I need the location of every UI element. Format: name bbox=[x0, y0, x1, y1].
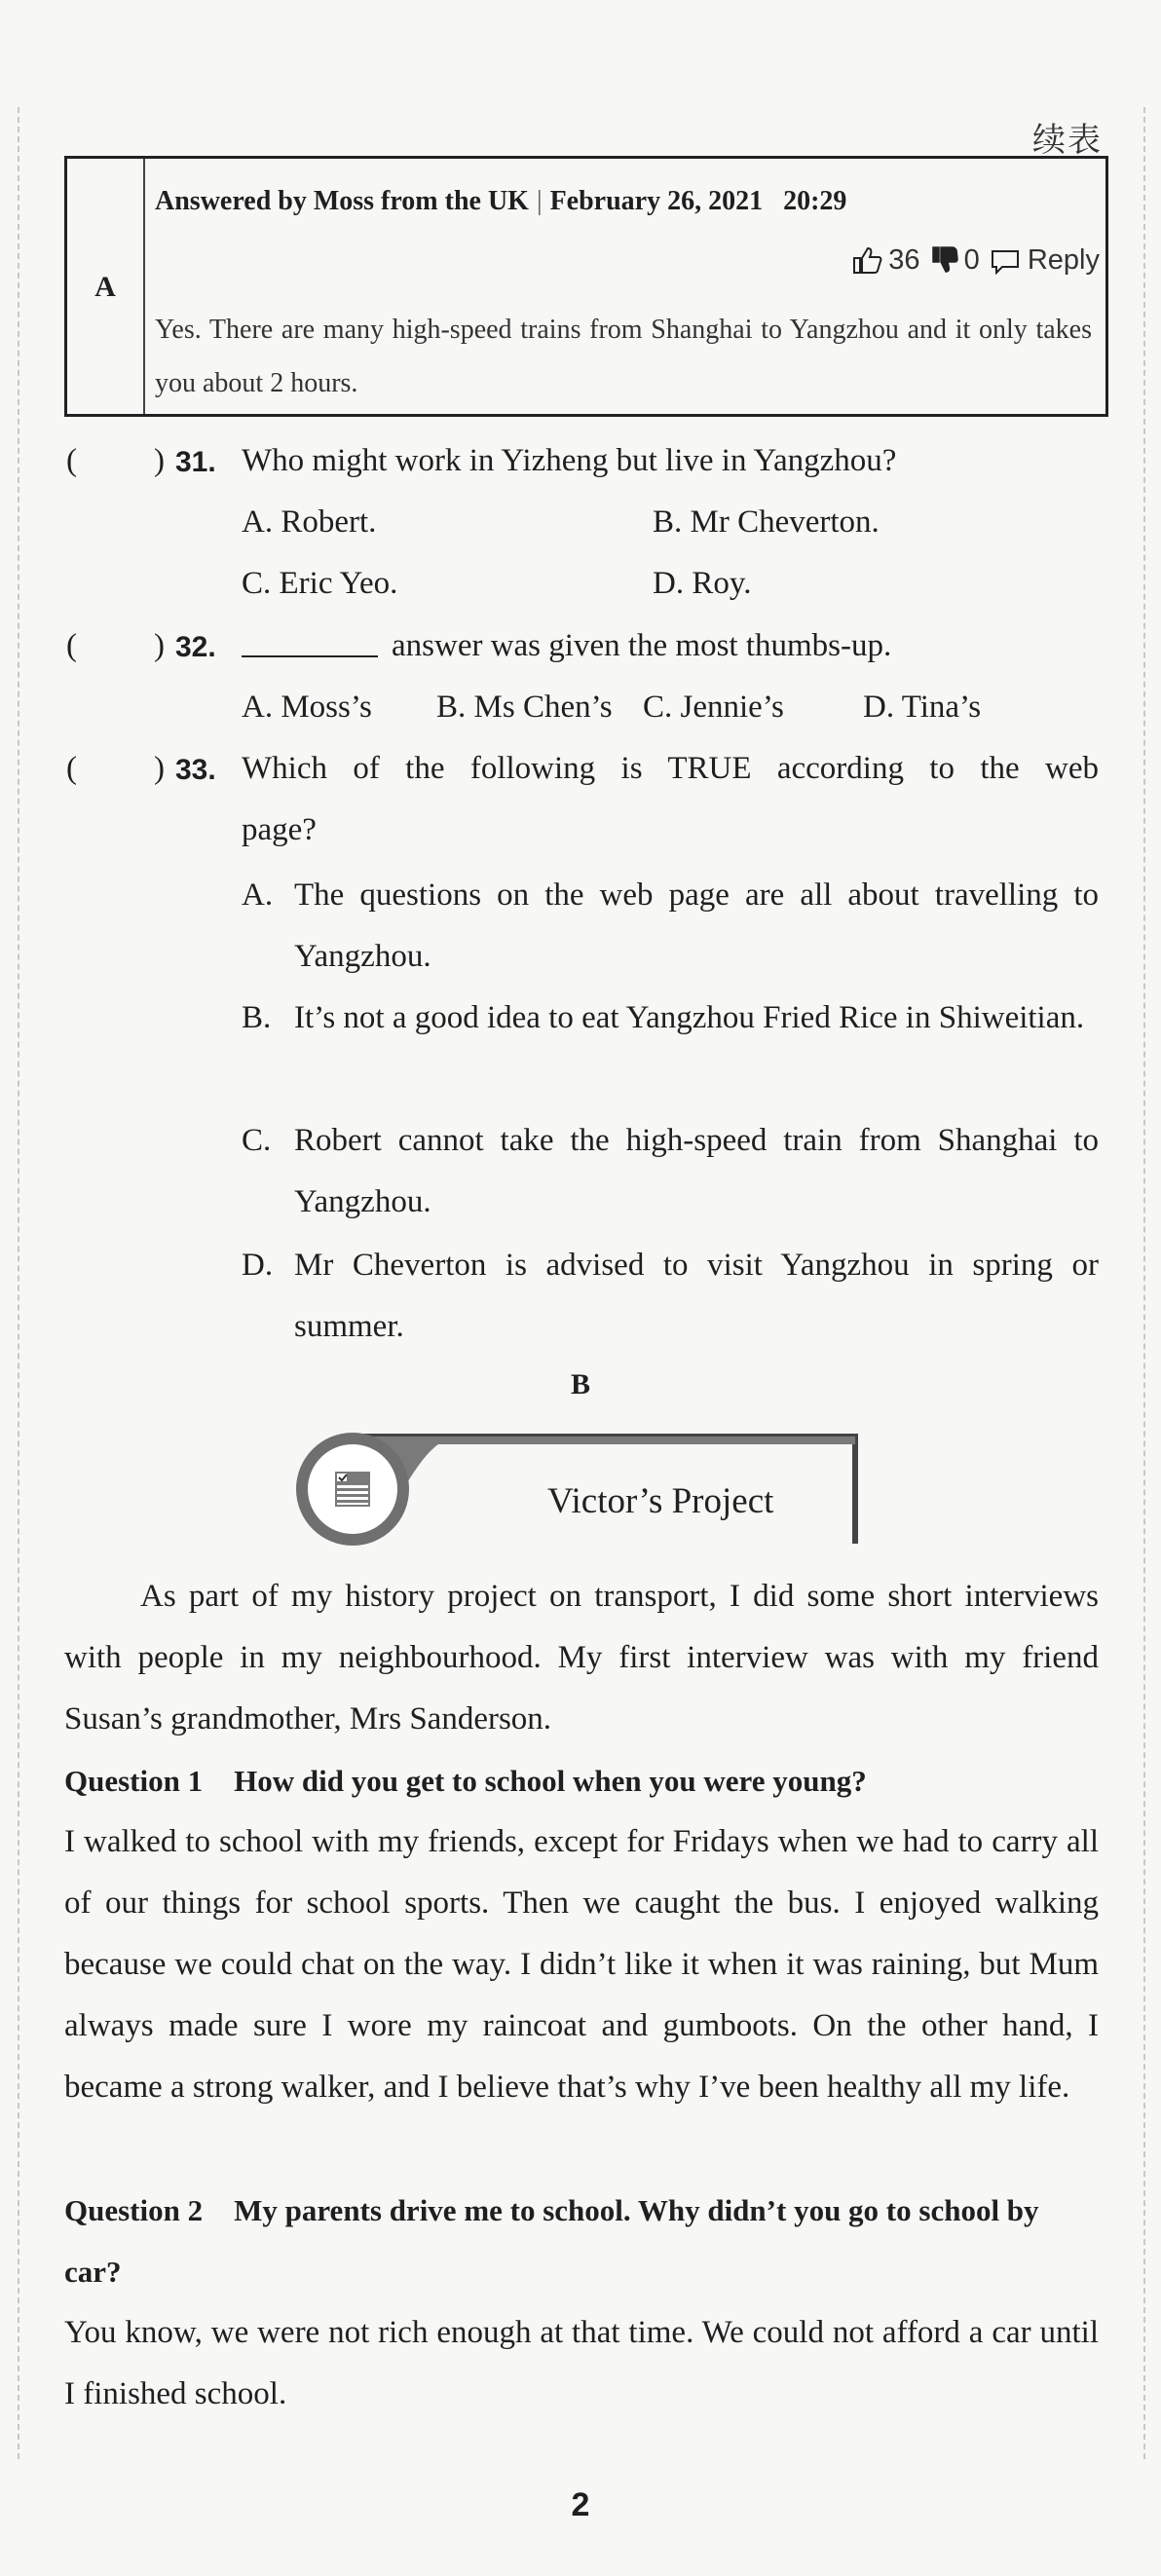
intro-paragraph bbox=[64, 1566, 1099, 1750]
option-a: A. Robert. bbox=[242, 504, 377, 540]
answer-paren-open: ( bbox=[66, 628, 77, 663]
reactions-bar bbox=[851, 244, 1100, 277]
option-c: C. Jennie’s bbox=[643, 690, 784, 725]
reply-link[interactable]: Reply bbox=[1027, 244, 1100, 276]
question-1-text: How did you get to school when you were young? bbox=[234, 1764, 867, 1798]
answer-2-text: You know, we were not rich enough at that time. We could not afford a car until I finished school. bbox=[64, 2315, 1099, 2411]
question-text: Who might work in Yizheng but live in Yangzhou? bbox=[242, 443, 897, 478]
answer-author: Answered by Moss from the UK bbox=[155, 186, 529, 216]
left-margin-dashed-line bbox=[18, 107, 19, 2459]
option-text: It’s not a good idea to eat Yangzhou Fried Rice in Shiweitian. bbox=[294, 1000, 1085, 1035]
question-text-line-1: Which of the following is TRUE according to the web bbox=[242, 751, 1099, 786]
answer-2-paragraph bbox=[64, 2302, 1099, 2425]
answer-paren-close: ) bbox=[154, 751, 165, 786]
option-b: B. Ms Chen’s bbox=[436, 690, 613, 725]
answer-time: 20:29 bbox=[783, 186, 847, 216]
answer-1-text: I walked to school with my friends, except for Fridays when we had to carry all of our things for school sports. Then we caught the bus. I enjoyed walking because we could chat on the way. I didn’t like it when it was raining, but Mum always made sure I wore my raincoat and gumboots. On the other hand, I became a strong walker, and I believe that’s why I’ve been healthy all my life. bbox=[64, 1824, 1099, 2105]
question-number: 32. bbox=[175, 631, 216, 663]
option-c: C. Eric Yeo. bbox=[242, 566, 398, 601]
option-letter: B. bbox=[242, 1000, 272, 1035]
intro-text: As part of my history project on transport, I did some short interviews with people in my neighbourhood. My first interview was with my friend Susan’s grandmother, Mrs Sanderson. bbox=[64, 1579, 1099, 1736]
page-number: 2 bbox=[571, 2486, 590, 2523]
answer-paren-close: ) bbox=[154, 443, 165, 478]
answer-paren-close: ) bbox=[154, 628, 165, 663]
option-text: Robert cannot take the high-speed train from Shanghai to Yangzhou. bbox=[294, 1123, 1099, 1219]
option-d: D. Roy. bbox=[653, 566, 752, 601]
question-number: 33. bbox=[175, 754, 216, 786]
likes-count: 36 bbox=[888, 244, 920, 276]
option-a: A. Moss’s bbox=[242, 690, 372, 725]
banner-title: Victor’s Project bbox=[547, 1481, 774, 1521]
continued-label: 续表 bbox=[1032, 121, 1103, 160]
option-text: The questions on the web page are all about travelling to Yangzhou. bbox=[294, 877, 1099, 974]
option-b bbox=[242, 988, 1099, 1049]
answer-label: A bbox=[94, 271, 116, 303]
answer-paren-open: ( bbox=[66, 751, 77, 786]
thumbs-down-icon[interactable] bbox=[931, 244, 958, 276]
right-margin-dashed-line bbox=[1143, 107, 1145, 2459]
section-b-label: B bbox=[570, 1368, 590, 1400]
question-1-label: Question 1 bbox=[64, 1764, 204, 1798]
document-icon bbox=[335, 1472, 370, 1507]
question-text: answer was given the most thumbs-up. bbox=[392, 628, 892, 663]
answer-meta bbox=[155, 186, 846, 217]
question-2-label: Question 2 bbox=[64, 2193, 204, 2227]
option-c bbox=[242, 1110, 1099, 1233]
answer-paren-open: ( bbox=[66, 443, 77, 478]
option-a bbox=[242, 865, 1099, 988]
reply-icon[interactable] bbox=[991, 244, 1020, 276]
option-b: B. Mr Cheverton. bbox=[653, 504, 880, 540]
answer-1-paragraph bbox=[64, 1811, 1099, 2118]
option-d: D. Tina’s bbox=[863, 690, 982, 725]
answer-box bbox=[64, 156, 1108, 417]
answer-date: February 26, 2021 bbox=[549, 186, 764, 216]
thumbs-up-icon[interactable] bbox=[851, 244, 882, 276]
option-letter: D. bbox=[242, 1248, 274, 1283]
answer-text: Yes. There are many high-speed trains from Shanghai to Yangzhou and it only takes you about 2 hours. bbox=[155, 315, 1092, 398]
dislikes-count: 0 bbox=[963, 244, 980, 276]
question-2-text: My parents drive me to school. Why didn’t you go to school by car? bbox=[64, 2193, 1039, 2289]
option-letter: A. bbox=[242, 877, 274, 913]
meta-separator: | bbox=[536, 186, 543, 216]
option-letter: C. bbox=[242, 1123, 272, 1158]
question-1-heading bbox=[64, 1750, 1099, 1811]
question-2-heading bbox=[64, 2180, 1099, 2302]
question-text-line-2: page? bbox=[242, 812, 317, 847]
option-text: Mr Cheverton is advised to visit Yangzhou in spring or summer. bbox=[294, 1248, 1099, 1344]
fill-in-blank bbox=[242, 655, 378, 657]
question-line bbox=[242, 628, 891, 664]
option-d bbox=[242, 1235, 1099, 1358]
answer-label-cell bbox=[67, 159, 145, 414]
question-number: 31. bbox=[175, 446, 216, 478]
